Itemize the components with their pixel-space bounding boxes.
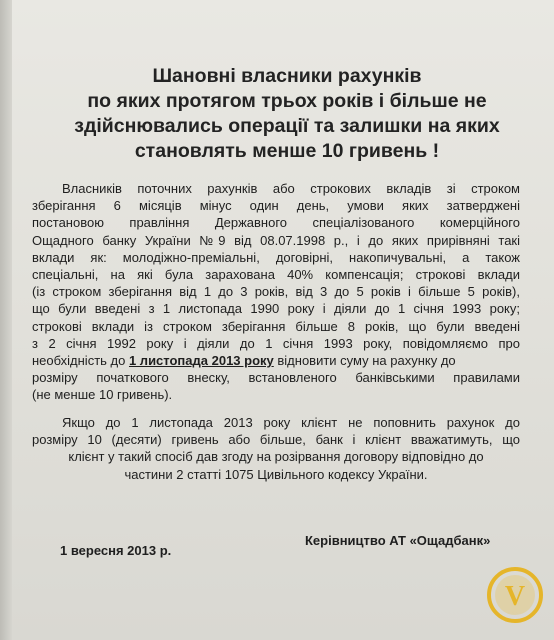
paragraph-line: розміру початкового внеску, встановленого банківськими правилами (32, 370, 520, 386)
deadline-date: 1 листопада 2013 року (128, 353, 274, 369)
signature-line: Керівництво АТ «Ощадбанк» (305, 533, 491, 548)
title-line: Шановні власники рахунків (152, 65, 422, 87)
deadline-suffix: відновити суму на рахунку до (277, 353, 456, 369)
paragraph-line: що були введені з 1 листопада 1990 року і діяли до 1 січня 1993 року; (32, 301, 520, 317)
paragraph-line: постановою правління Державного спеціалізованого комерційного (32, 215, 520, 231)
logo-letter: V (504, 581, 526, 612)
notice-paragraph-1 (32, 180, 520, 404)
title-line: становлять менше 10 гривень ! (134, 140, 440, 162)
deadline-prefix: необхідність до (32, 353, 129, 369)
paragraph-line: зберігання 6 місяців мінус один день, умови яких затверджені (32, 198, 520, 214)
title-line: по яких протягом трьох років і більше не (87, 90, 487, 112)
paper-fold-shadow (0, 0, 12, 640)
paragraph-line: з 2 січня 1992 року і діяли до 1 січня 1993 року, повідомляємо про (32, 335, 520, 351)
letter-v-logo-icon (487, 567, 543, 623)
notice-paragraph-2 (32, 414, 520, 483)
title-line: здійснювались операції та залишки на яких (74, 115, 500, 137)
paragraph-line: розміру 10 (десяти) гривень або більше, банк і клієнт вважатимуть, що (32, 432, 520, 448)
paragraph-line: (із строком зберігання від 1 до 3 років, від 3 до 5 років і більше 5 років), (32, 284, 520, 300)
paragraph-line: спеціальні, на які була зарахована 40% компенсація; строкові вклади (32, 267, 520, 283)
paragraph-line: строкові вклади із строком зберігання більше 8 років, що були введені (32, 318, 520, 334)
paragraph-line: Ощадного банку України №9 від 08.07.1998 р., і до яких прирівняні такі (32, 232, 520, 248)
notice-title (40, 64, 534, 164)
paragraph-line: клієнт у такий спосіб дав згоду на розірвання договору відповідно до (68, 449, 484, 465)
paragraph-line: Якщо до 1 листопада 2013 року клієнт не поповнить рахунок до (62, 415, 520, 430)
notice-date: 1 вересня 2013 р. (60, 543, 172, 558)
paragraph-line: Власників поточних рахунків або строкових вкладів зі строком (62, 181, 520, 196)
paragraph-line: (не менше 10 гривень). (32, 387, 173, 403)
paragraph-line: частини 2 статті 1075 Цивільного кодексу України. (124, 466, 428, 482)
paragraph-line: вклади як: молодіжно-преміальні, договірні, накопичувальні, а також (32, 249, 520, 265)
paragraph-line-with-deadline (32, 352, 520, 369)
